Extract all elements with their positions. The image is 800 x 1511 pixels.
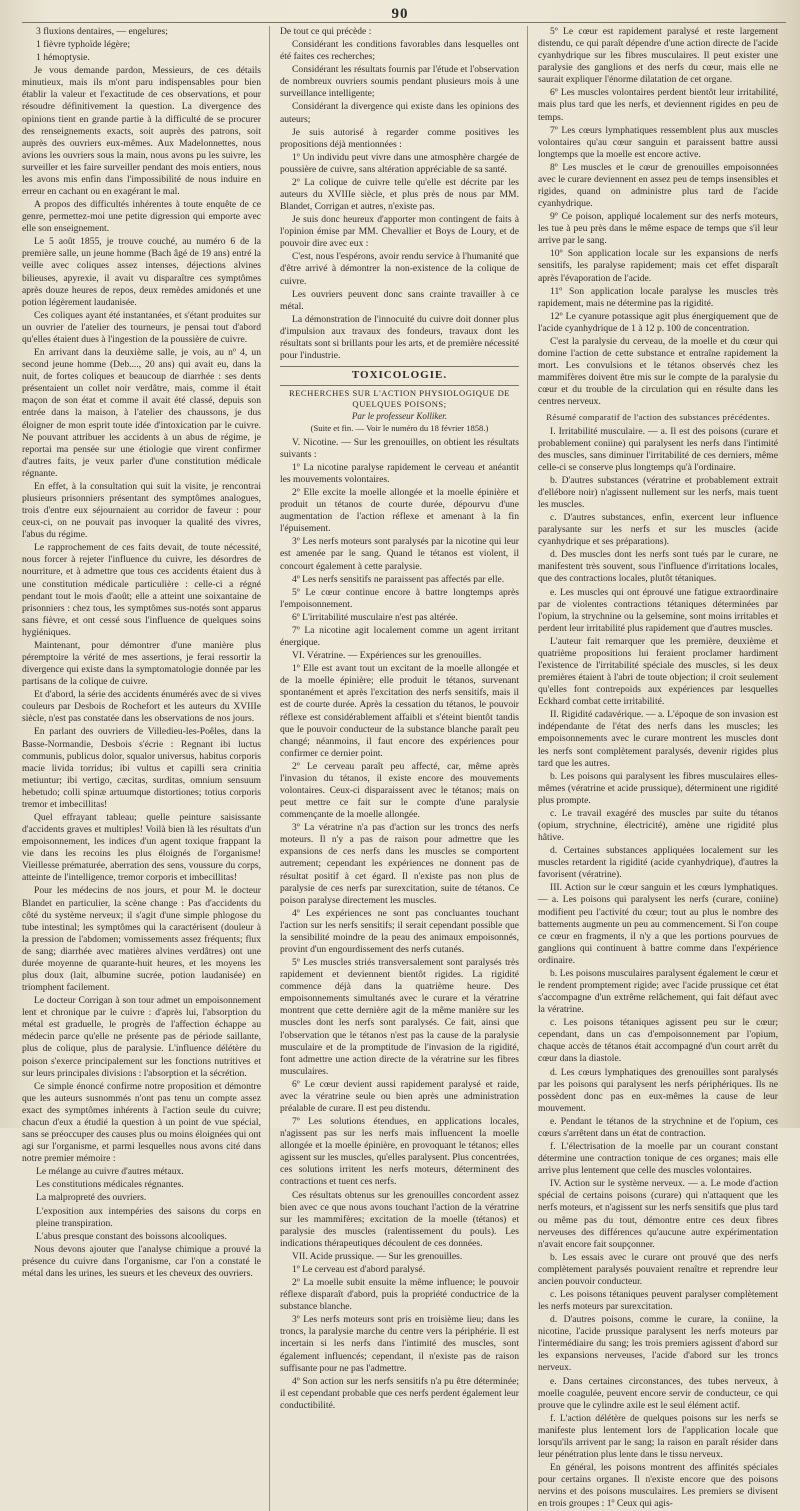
summary-heading: Résumé comparatif de l'action des substances précédentes. xyxy=(546,412,770,423)
conclusion-block xyxy=(280,26,519,362)
paragraph: Considérant les conditions favorables dans lesquelles ont été faites ces recherches; xyxy=(280,39,519,63)
paragraph: c. D'autres substances, enfin, exercent leur influence paralysante sur les nerfs et sur les muscles (acide cyanhydrique et ses préparations). xyxy=(538,512,778,548)
columns xyxy=(22,26,786,1510)
paragraph: 1 fièvre typhoïde légère; xyxy=(36,39,131,51)
paragraph: 4º Les nerfs sensitifs ne paraissent pas affectés par elle. xyxy=(292,573,505,585)
paragraph: 1º Un individu peut vivre dans une atmosphère chargée de poussière de cuivre, sans altération appréciable de sa santé. xyxy=(280,151,519,175)
paragraph: III. Action sur le cœur sanguin et les cœurs lymphatiques. — a. Les poisons qui paralysent les nerfs (curare, coniine) modifient peu l'activité du cœur; tout au plus le nombre des battements augmente un peu au commencement. Si l'on coupe ce cœur en fragments, il n'y a que les portions pourvues de ganglions qui continuent à battre comme dans l'expérience ordinaire. xyxy=(538,882,778,966)
paragraph: Considérant la divergence qui existe dans les opinions des auteurs; xyxy=(280,101,519,125)
paragraph: d. Certaines substances appliquées localement sur les muscles retardent la rigidité (acide cyanhydrique), d'autres la favorisent (vératrine). xyxy=(538,845,778,881)
paragraph: En effet, à la consultation qui suit la visite, je rencontrai plusieurs prisonniers présentant des symptômes analogues, trois d'entre eux séjournaient au corridor de faveur : pour ceux-ci, on ne pouvait pas invoquer la qualité des vivres, l'abus du régime. xyxy=(22,480,261,541)
paragraph: 10º Son application locale sur les expansions de nerfs sensitifs, les paralyse rapidement; mais cet effet disparaît après l'évaporation de l'acide. xyxy=(538,248,778,284)
paragraph: 7º Les cœurs lymphatiques ressemblent plus aux muscles volontaires qu'au cœur sanguin et paraissent battre aussi longtemps que la moelle est encore active. xyxy=(538,124,778,160)
column-3 xyxy=(538,26,786,1511)
page-number: 90 xyxy=(391,6,409,22)
paragraph: 2º Elle excite la moelle allongée et la moelle épinière et produit un tétanos de courte durée, dépourvu d'une augmentation de l'action réflexe et amenant à la fin l'épuisement. xyxy=(280,487,519,535)
paragraph: c. Les poisons tétaniques agissent peu sur le cœur; cependant, dans un cas d'empoisonnement par l'opium, chaque accès de tétanos était accompagné d'un court arrêt du cœur dans la diastole. xyxy=(538,1017,778,1065)
paragraph: b. Les poisons qui paralysent les fibres musculaires elles-mêmes (vératrine et acide prussique), déterminent une rigidité plus prompte. xyxy=(538,770,778,806)
column-2 xyxy=(280,26,528,1511)
paragraph: Je vous demande pardon, Messieurs, de ces détails minutieux, mais ils m'ont paru indispensables pour bien établir la valeur et l'exactitude de ces observations, et pour résoudre définitivement la question. La divergence des opinions tient en grande partie à la difficulté de se procurer des renseignements exacts, soit auprès des patrons, soit auprès des ouvriers eux-mêmes. Aux Madelonnettes, nous avions les ouvriers sous la main, nous avons pu les suivre, les surveiller et les faire surveiller pendant des mois entiers, nous les avons mis enfin dans l'impossibilité de nous induire en erreur en cachant ou en exagérant le mal. xyxy=(22,65,261,198)
article-title: RECHERCHES SUR L'ACTION PHYSIOLOGIQUE DE QUELQUES POISONS; xyxy=(288,387,511,409)
paragraph: 9º Ce poison, appliqué localement sur des nerfs moteurs, les tue à peu près dans le même espace de temps que s'il leur arrive par le sang. xyxy=(538,211,778,247)
paragraph: L'auteur fait remarquer que les première, deuxième et quatrième propositions lui feraient proclamer hardiment l'existence de l'irritabilité spéciale des muscles, si les deux premières étaient à l'abri de toute objection; il croit seulement qu'elles font contrepoids aux expériences par lesquelles Eckhard combat cette irritabilité. xyxy=(538,635,778,708)
paragraph: Ces coliques ayant été instantanées, et s'étant produites sur un ouvrier de l'atelier des tourneurs, je pensai tout d'abord qu'elles étaient dues à l'ingestion de la poussière de cuivre. xyxy=(22,309,261,345)
paragraph: 3º Les nerfs moteurs sont paralysés par la nicotine qui leur est amenée par le sang. Quand le tétanos est violent, il concourt également à cette paralysie. xyxy=(280,536,519,572)
paragraph: Quel effrayant tableau; quelle peinture saisissante d'accidents graves et multiples! Voilà bien là les résultats d'un empoisonnement, les indices d'un agent toxique frappant la vie dans les recoins les plus éloignés de l'organisme! Vieillesse prématurée, aberration des sens, voussure du corps, atteinte de l'intelligence, tremor corporis et imbecillitas! xyxy=(22,812,261,884)
article-body xyxy=(280,437,519,1412)
paragraph: Le docteur Corrigan à son tour admet un empoisonnement lent et chronique par le cuivre : d'après lui, l'absorption du métal est graduelle, le progrès de l'affection échappe au médecin parce qu'elle ne présente pas de période saillante, plus de colique, plus de paralysie. L'influence délétère du poison s'exerce principalement sur les fonctions nutritives et sur leurs principales divisions : l'absorption et la sécrétion. xyxy=(22,995,261,1079)
paragraph: c. Le travail exagéré des muscles par suite du tétanos (opium, strychnine, électricité), amène une rigidité plus hâtive. xyxy=(538,807,778,844)
paragraph: 1 hémoptysie. xyxy=(36,52,90,64)
paragraph: 4º Les expériences ne sont pas concluantes touchant l'action sur les nerfs sensitifs; il serait cependant possible que la sensibilité moindre de la peau des animaux empoisonnés, provint d'un engourdissement des nerfs cutanés. xyxy=(280,907,519,955)
paragraph: V. Nicotine. — Sur les grenouilles, on obtient les résultats suivants : xyxy=(280,436,519,460)
paragraph: 6º Les muscles volontaires perdent bientôt leur irritabilité, mais plus tard que les nerfs, et deviennent rigides en peu de temps. xyxy=(538,87,778,123)
paragraph: 5º Les muscles striés transversalement sont paralysés très rapidement et deviennent bientôt rigides. La rigidité commence déjà dans la quatrième heure. Des empoisonnements simultanés avec le curare et la vératrine montrent que cette dernière agit de la même manière sur les muscles dont les nerfs sont paralysés. Ce fait, ainsi que l'observation que le tétanos n'est pas la cause de la paralysie musculaire et de la promptitude de l'invasion de la rigidité, font admettre une action directe de la vératrine sur les fibres musculaires. xyxy=(280,957,519,1077)
paragraph: Je suis autorisé à regarder comme positives les propositions déjà mentionnées : xyxy=(280,126,519,150)
paragraph: 2º Le cerveau paraît peu affecté, car, même après l'invasion du tétanos, il existe encore des mouvements volontaires. Ceux-ci disparaissent avec le tétanos; mais on peut mettre ce fait sur le compte d'une paralysie commençante de la moelle allongée. xyxy=(280,760,519,821)
paragraph: 3 fluxions dentaires, — engelures; xyxy=(36,26,168,37)
paragraph: Le rapprochement de ces faits devait, de toute nécessité, nous forcer à rejeter l'influence du cuivre, les désordres de nourriture, et à admettre que tous ces accidents étaient dus à une constitution médicale particulière : celle-ci a régné pendant tout le mois d'août; elle a atteint une soixantaine de prisonniers : chez tous, les symptômes sus-notés sont apparus sans fièvre, et ont cessé sous l'influence de quelques soins hygiéniques. xyxy=(22,542,261,638)
paragraph: Le 5 août 1855, je trouve couché, au numéro 6 de la première salle, un jeune homme (Bach âgé de 19 ans) entré la veille avec coliques assez intenses, déjections alvines bilieuses, apyrexie, il avait vu disparaître ces symptômes après douze heures de repos, deux remèdes amidonés et une potion légèrement laudanisée. xyxy=(22,236,261,308)
paragraph: 2º La colique de cuivre telle qu'elle est décrite par les auteurs du XVIIIe siècle, et plus près de nous par MM. Blandet, Corrigan et autres, n'existe pas. xyxy=(280,176,519,213)
paragraph: Ces résultats obtenus sur les grenouilles concordent assez bien avec ce que nous avons touchant l'action de la vératrine sur les mammifères; excitation de la moelle (tétanos) et paralysie des muscles (ralentissement du pouls). Les indications thérapeutiques découlent de ces données. xyxy=(280,1189,519,1249)
paragraph: En arrivant dans la deuxième salle, je vois, au nº 4, un second jeune homme (Deb...., 20 ans) qui avait eu, dans la nuit, de fortes coliques et beaucoup de diarrhée : ses dents présentaient un collet noir verdâtre, mais, comme il était maçon de son état et comme il avait été classé, depuis son entrée dans la maison, à l'atelier des chaussons, je dus éloigner de mon esprit toute idée d'intoxication par le cuivre. Ne pouvant attribuer les accidents à un abus de régime, je reportai ma pensée sur une étiologie que virent confirmer d'autres faits, je veux parler d'une constitution médicale régnante. xyxy=(22,347,261,479)
header-rule xyxy=(22,22,786,23)
paragraph: f. L'électrisation de la moelle par un courant constant détermine une contraction tonique de ces organes; mais elle arrive plus lentement que celle des muscles volontaires. xyxy=(538,1141,778,1177)
paragraph: Les ouvriers peuvent donc sans crainte travailler à ce métal. xyxy=(280,288,519,312)
paragraph: A propos des difficultés inhérentes à toute enquête de ce genre, permettez-moi une petite digression qui emporte avec elle son enseignement. xyxy=(22,199,261,235)
paragraph: Nous devons ajouter que l'analyse chimique a prouvé la présence du cuivre dans l'organisme, car l'on a constaté le métal dans les urines, les sueurs et les cheveux des ouvriers. xyxy=(22,1243,261,1279)
summary-body xyxy=(538,426,778,1511)
paragraph: Je suis donc heureux d'apporter mon contingent de faits à l'opinion émise par MM. Chevallier et Boys de Loury, et de pouvoir dire avec eux : xyxy=(280,214,519,250)
section-title: TOXICOLOGIE. xyxy=(280,366,519,386)
paragraph: En général, les poisons montrent des affinités spéciales pour certains organes. Il n'existe encore que des poisons nervins et des poisons musculaires. Les premiers se divisent en trois groupes : 1º Ceux qui agis- xyxy=(538,1462,778,1510)
paragraph: C'est la paralysie du cerveau, de la moelle et du cœur qui domine l'action de cette substance et entraîne rapidement la mort. Les convulsions et le tétanos observés chez les mammifères doivent être mis sur le compte de la paralysie du cœur et du trouble de la circulation qui en résulte dans les centres nerveux. xyxy=(538,335,778,408)
paragraph: 7º Les solutions étendues, en applications locales, n'agissent pas sur les nerfs mais influencent la moelle allongée et la moelle épinière, en provoquant le tétanos; elles agissent sur les muscles, qu'elles paralysent. Plus concentrées, ces solutions irritent les nerfs moteurs, déterminent des contractions et tuent ces nerfs. xyxy=(280,1116,519,1188)
paragraph: b. Les poisons musculaires paralysent également le cœur et le rendent promptement rigide; avec l'acide prussique cet état s'accompagne d'un extrême relâchement, qui fait défaut avec la vératrine. xyxy=(538,967,778,1016)
paragraph: d. Les cœurs lymphatiques des grenouilles sont paralysés par les poisons qui paralysent les nerfs périphériques. Ils ne possèdent donc pas en eux-mêmes la cause de leur mouvement. xyxy=(538,1066,778,1114)
paragraph: e. Pendant le tétanos de la strychnine et de l'opium, ces cœurs s'arrêtent dans un état de contraction. xyxy=(538,1115,778,1139)
paragraph: En parlant des ouvriers de Villedieu-les-Poêles, dans la Basse-Normandie, Desbois s'écrie : Regnant ibi luctus communis, publicus dolor, squalor universus, habitus corporis macie livida torridus; ibi vultus et capilli sera crinitia metiuntur; ibi vertigo, cæcitas, surditas, omnium sensuum hebetudo; colli spinæ artuumque distortiones; totius corporis tremor et imbecillitas! xyxy=(22,726,261,810)
paragraph: e. Les muscles qui ont éprouvé une fatigue extraordinaire par de violentes contractions tétaniques déterminées par l'opium, la strychnine ou la gelsemine, sont moins irritables et perdent leur irritabilité plus rapidement que d'autres muscles. xyxy=(538,586,778,634)
paragraph: IV. Action sur le système nerveux. — a. Le mode d'action spécial de certains poisons (curare) qui n'attaquent que les nerfs moteurs, et n'agissent sur les nerfs sensitifs que plus tard ou même pas du tout, démontre entre ces deux fibres nerveuses des différences qu'aucune autre expérimentation n'avait encore fait soupçonner. xyxy=(538,1178,778,1250)
paragraph: II. Rigidité cadavérique. — a. L'époque de son invasion est indépendante de l'état des nerfs dans les muscles; les empoisonnements avec le curare montrent les muscles dont les nerfs sont complètement paralysés, devenir rigides plus tard que les autres. xyxy=(538,709,778,769)
paragraph: 4º Son action sur les nerfs sensitifs n'a pu être déterminée; il est cependant probable que ces nerfs perdent également leur conductibilité. xyxy=(280,1375,519,1411)
paragraph: Le mélange au cuivre d'autres métaux. xyxy=(36,1166,184,1178)
paragraph: b. D'autres substances (vératrine et probablement extrait d'ellébore noir) n'agissent nullement sur les nerfs, mais tuent les muscles. xyxy=(538,474,778,510)
paragraph: b. Les essais avec le curare ont prouvé que des nerfs complètement paralysés pouvaient renaître et reprendre leur ancien pouvoir conducteur. xyxy=(538,1251,778,1287)
paragraph: I. Irritabilité musculaire. — a. Il est des poisons (curare et probablement coniine) qui paralysent les nerfs dans l'intimité des muscles, sans diminuer l'irritabilité de ces derniers, même celle-ci se conserve plus longtemps qu'à l'ordinaire. xyxy=(538,425,778,473)
paragraph: VII. Acide prussique. — Sur les grenouilles. xyxy=(292,1250,463,1262)
paragraph: Maintenant, pour démontrer d'une manière plus péremptoire la vérité de mes assertions, je ferai ressortir la divergence qui existe dans la symptomatologie donnée par les partisans de la colique de cuivre. xyxy=(22,639,261,688)
paragraph: De tout ce qui précède : xyxy=(280,26,372,37)
paragraph: Pour les médecins de nos jours, et pour M. le docteur Blandet en particulier, la scène change : Pas d'accidents du côté du système nerveux; il s'agit d'une simple phlogose du tube intestinal; les symptômes qui la caractérisent (douleur à la pression de l'abdomen; vomissements assez fréquents; flux de sang; diarrhée avec matières alvines verdâtres) ont une durée moyenne de quarante-huit heures, et les moyens les plus doux (lait, albumine sucrée, potion laudanisée) en triomphent facilement. xyxy=(22,885,261,994)
paragraph: L'abus presque constant des boissons alcooliques. xyxy=(36,1230,227,1242)
paragraph: 12º Le cyanure potassique agit plus énergiquement que de l'acide cyanhydrique de 1 à 12 p. 100 de concentration. xyxy=(538,310,778,334)
article-continuation xyxy=(538,26,778,408)
paragraph: 2º La moelle subit ensuite la même influence; le pouvoir réflexe disparaît d'abord, puis la propriété conductrice de la substance blanche. xyxy=(280,1277,519,1313)
paragraph: Ce simple énoncé confirme notre proposition et démontre que les auteurs susnommés n'ont pas tenu un compte assez exact des symptômes inhérents à l'action seule du cuivre; chacun d'eux a étudié la question à un point de vue spécial, sans se préoccuper des causes plus ou moins éloignées qui ont agi sur l'organisme, et parmi lesquelles nous avons cité dans notre premier mémoire : xyxy=(22,1080,261,1165)
paragraph: La malpropreté des ouvriers. xyxy=(36,1192,147,1204)
paragraph: 1º Le cerveau est d'abord paralysé. xyxy=(292,1264,426,1276)
paragraph: 8º Les muscles et le cœur de grenouilles empoisonnées avec le curare deviennent en assez peu de temps insensibles et rigides, quand on administre plus tard de l'acide cyanhydrique. xyxy=(538,161,778,210)
paragraph: Considérant les résultats fournis par l'étude et l'observation de nombreux ouvriers soumis pendant plusieurs mois à une surveillance intelligente; xyxy=(280,64,519,100)
paragraph: Les constitutions médicales régnantes. xyxy=(36,1179,184,1191)
article-note: (Suite et fin. — Voir le numéro du 18 février 1858.) xyxy=(310,422,489,433)
paragraph: C'est, nous l'espérons, avoir rendu service à l'humanité que d'être arrivé à démontrer la non-existence de la colique de cuivre. xyxy=(280,251,519,287)
paragraph: 6º Le cœur devient aussi rapidement paralysé et raide, avec la vératrine seule ou bien après une administration préalable de curare. Il est peu distendu. xyxy=(280,1078,519,1114)
paragraph: 1º Elle est avant tout un excitant de la moelle allongée et de la moelle épinière; elle produit le tétanos, survenant spontanément et après l'excitation des nerfs sensitifs, mais il est de courte durée. Après la cessation du tétanos, le pouvoir réflexe est considérablement affaibli et s'éteint bientôt tandis que le pouvoir conducteur de la substance blanche paraît peu changé; néanmoins, il faut encore des expériences pour confirmer ce dernier point. xyxy=(280,663,519,759)
paragraph: f. L'action délétère de quelques poisons sur les nerfs se manifeste plus lentement lors de l'application locale que lorsqu'ils arrivent par le sang; la raison en paraît résider dans leur pénétration plus lente dans le tissu nerveux. xyxy=(538,1412,778,1460)
paragraph: c. Les poisons tétaniques peuvent paralyser complètement les nerfs moteurs par surexcitation. xyxy=(538,1288,778,1313)
paragraph: Et d'abord, la série des accidents énumérés avec de si vives couleurs par Desbois de Rochefort et les auteurs du XVIIIe siècle, n'est pas constatée dans les observations de nos jours. xyxy=(22,689,261,725)
paragraph: 3º La vératrine n'a pas d'action sur les troncs des nerfs moteurs. Il n'y a pas de raison pour admettre que les expansions de ces nerfs dans les muscles se comportent autrement; cependant les expériences ne donnent pas de résultat positif à cet égard. Il n'existe pas non plus de paralysie de ces nerfs par surexcitation, suite de tétanos. Ce poison paralyse directement les muscles. xyxy=(280,822,519,906)
paragraph: VI. Vératrine. — Expériences sur les grenouilles. xyxy=(292,650,482,662)
paragraph: La démonstration de l'innocuité du cuivre doit donner plus d'impulsion aux travaux des fondeurs, travaux dont les résultats sont si brillants pour les arts, et de première nécessité pour l'industrie. xyxy=(280,313,519,362)
paragraph: L'exposition aux intempéries des saisons du corps en pleine transpiration. xyxy=(36,1205,261,1229)
paragraph: 5º Le cœur continue encore à battre longtemps après l'empoisonnement. xyxy=(280,586,519,610)
paragraph: 3º Les nerfs moteurs sont pris en troisième lieu; dans les troncs, la paralysie marche du centre vers la périphérie. Il est incertain si les nerfs dans l'intimité des muscles, sont également influencés; cependant, il n'existe pas de raison suffisante pour ne pas l'admettre. xyxy=(280,1314,519,1374)
paragraph: e. Dans certaines circonstances, des tubes nerveux, à moelle coagulée, peuvent encore servir de conducteur, ce qui prouve que le cylindre axile est le seul élément actif. xyxy=(538,1375,778,1411)
paragraph: 11º Son application locale paralyse les muscles très rapidement, mais ne détermine pas la rigidité. xyxy=(538,285,778,309)
paragraph: 1º La nicotine paralyse rapidement le cerveau et anéantit les mouvements volontaires. xyxy=(280,461,519,486)
paragraph: 7º La nicotine agit localement comme un agent irritant énergique. xyxy=(280,624,519,649)
paragraph: 6º L'irritabilité musculaire n'est pas altérée. xyxy=(292,611,458,623)
article-author: Par le professeur Kolliker. xyxy=(351,410,448,421)
paragraph: 5º Le cœur est rapidement paralysé et reste largement distendu, ce qui paraît dépendre d'une action directe de l'acide cyanhydrique sur les fibres musculaires. Il peut exister une paralysie des ganglions et des nerfs du cœur, mais elle ne saurait expliquer l'énorme dilatation de cet organe. xyxy=(538,26,778,86)
paragraph: d. D'autres poisons, comme le curare, la coniine, la nicotine, l'acide prussique paralysent les nerfs moteurs par l'intermédiaire du sang; les trois premiers agissent d'abord sur les expansions nerveuses, l'acide d'abord sur les troncs nerveux. xyxy=(538,1314,778,1374)
column-1 xyxy=(22,26,270,1511)
paragraph: d. Des muscles dont les nerfs sont tués par le curare, ne manifestent très souvent, sous l'influence d'irritations locales, que des contractions locales, plutôt tétaniques. xyxy=(538,549,778,585)
